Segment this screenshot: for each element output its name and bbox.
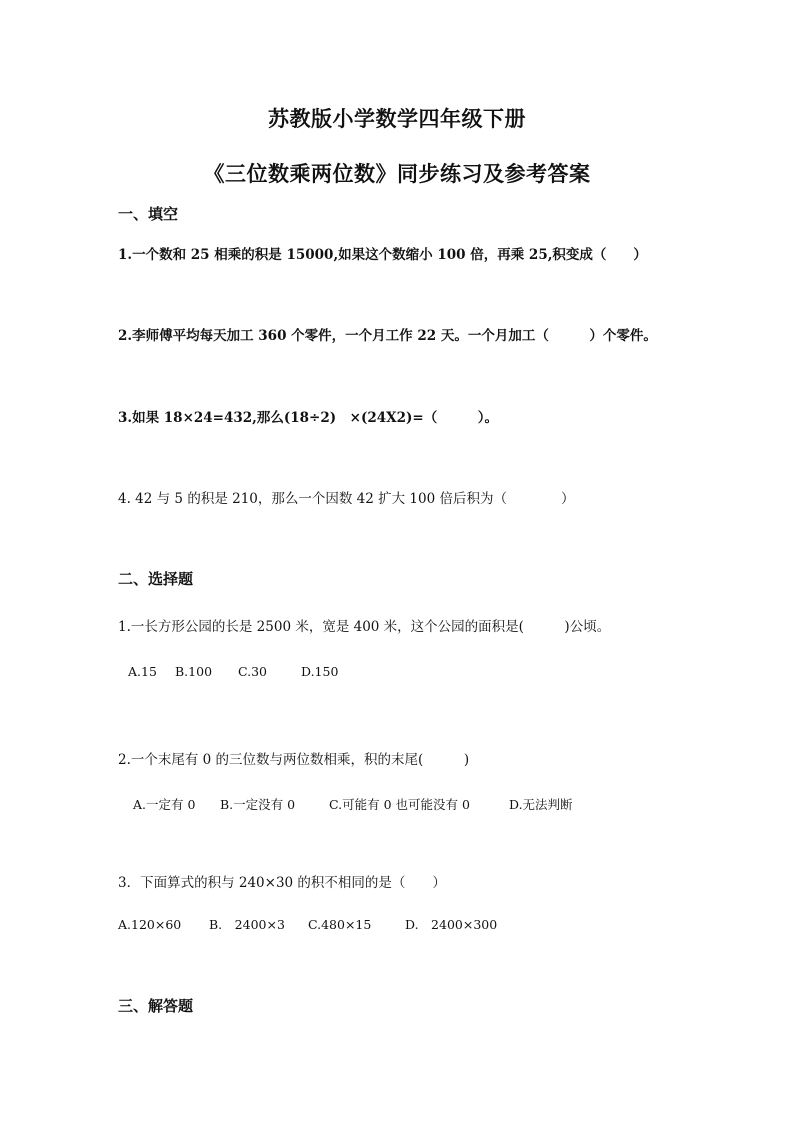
choice-3-option-a: A.120×60	[118, 917, 182, 932]
choice-1-option-a: A.15	[128, 664, 157, 679]
choice-1-option-c: C.30	[238, 664, 267, 679]
fill-blank-question-1: 1.一个数和 25 相乘的积是 15000,如果这个数缩小 100 倍，再乘 25,积变成（ ）	[118, 247, 647, 263]
choice-2-option-a: A.一定有 0	[133, 797, 196, 812]
choice-question-1: 1.一长方形公园的长是 2500 米，宽是 400 米，这个公园的面积是( )公顷。	[118, 619, 611, 635]
choice-question-2: 2.一个末尾有 0 的三位数与两位数相乘，积的末尾( )	[118, 752, 470, 768]
page-subtitle: 《三位数乘两位数》同步练习及参考答案	[203, 161, 591, 186]
choice-1-option-b: B.100	[175, 664, 213, 679]
choice-question-3: 3．下面算式的积与 240×30 的积不相同的是（ ）	[118, 875, 446, 891]
section-heading-word-problems: 三、解答题	[118, 997, 194, 1015]
choice-2-option-b: B.一定没有 0	[220, 797, 296, 812]
section-heading-fill-blank: 一、填空	[118, 205, 179, 223]
fill-blank-question-2: 2.李师傅平均每天加工 360 个零件，一个月工作 22 天。一个月加工（ ）个零件。	[118, 328, 657, 344]
section-heading-multiple-choice: 二、选择题	[118, 570, 194, 588]
choice-3-option-c: C.480×15	[308, 917, 372, 932]
fill-blank-question-4: 4. 42 与 5 的积是 210，那么一个因数 42 扩大 100 倍后积为（ ）	[118, 491, 575, 507]
choice-2-option-d: D.无法判断	[509, 797, 573, 812]
fill-blank-question-3: 3.如果 18×24=432,那么(18÷2) ×(24X2)=（ ）。	[118, 410, 498, 426]
choice-2-option-c: C.可能有 0 也可能没有 0	[329, 797, 470, 812]
choice-1-option-d: D.150	[301, 664, 339, 679]
choice-3-option-d: D. 2400×300	[405, 917, 498, 932]
page-title: 苏教版小学数学四年级下册	[268, 106, 526, 131]
choice-3-option-b: B. 2400×3	[209, 917, 285, 932]
